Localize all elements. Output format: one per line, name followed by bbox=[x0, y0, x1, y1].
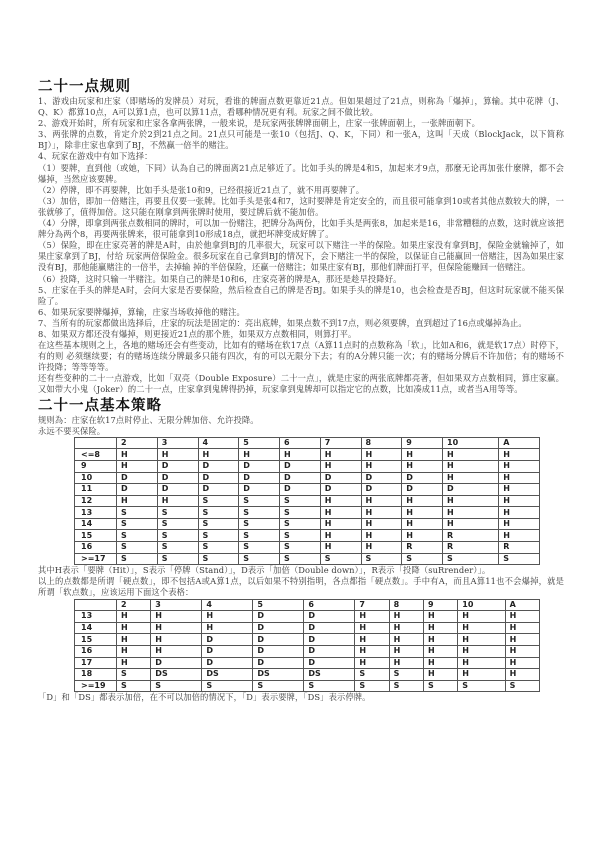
action-cell: D bbox=[253, 611, 304, 623]
action-cell: S bbox=[402, 553, 443, 565]
rules-paragraph: 还有些变种的二十一点游戏，比如「双亮（Double Exposure）二十一点」，就是庄家的两张底牌都亮著，但如果双方点数相同，算庄家赢。又如带大小鬼（Joker）的二十一点，庄家拿到鬼牌得扔掉，玩家拿到鬼牌却可以指定它的点数，比如凑成11点，或者当A用等等。 bbox=[38, 373, 564, 395]
rules-paragraph: （1）要牌，直到他（或她，下同）认為自己的牌面离21点足够近了。比如手头的牌是4和5，加起来才9点，那麼无论再加张什麼牌，都不会爆掉，当然应该要牌。 bbox=[38, 162, 564, 184]
rules-paragraph: 3、两张牌的点数，肯定介於2到21点之间。21点只可能是一张10（包括J、Q、K，下同）和一张A，这叫「天成（BlockJack，以下简称BJ）」，除非庄家也拿到了BJ，不然赢一倍半的赌注。 bbox=[38, 129, 564, 151]
action-cell: S bbox=[280, 518, 321, 530]
action-cell: H bbox=[117, 460, 158, 472]
action-cell: H bbox=[499, 484, 540, 496]
player-total-label: >=19 bbox=[75, 680, 117, 692]
legend-text: 其中H表示「要牌（Hit）」，S表示「停牌（Stand）」，D表示「加倍（Double down）」，R表示「投降（suRrender）」。 bbox=[38, 565, 491, 576]
action-cell: S bbox=[320, 553, 361, 565]
action-cell: H bbox=[499, 460, 540, 472]
action-cell: D bbox=[402, 472, 443, 484]
action-cell: H bbox=[361, 518, 402, 530]
action-cell: D bbox=[151, 657, 202, 669]
action-cell: DS bbox=[253, 669, 304, 681]
action-cell: D bbox=[198, 472, 239, 484]
rules-paragraph: 6、如果玩家要牌爆掉，算输，庄家当场收掉他的赌注。 bbox=[38, 306, 245, 317]
action-cell: S bbox=[304, 680, 355, 692]
action-cell: H bbox=[151, 645, 202, 657]
action-cell: D bbox=[117, 472, 158, 484]
action-cell: H bbox=[361, 530, 402, 542]
action-cell: D bbox=[117, 484, 158, 496]
table-row bbox=[75, 669, 540, 681]
action-cell: S bbox=[361, 553, 402, 565]
action-cell: D bbox=[304, 657, 355, 669]
rules-paragraph: 2、游戏开始时，所有玩家和庄家各拿两张牌，一般来说，是玩家两张牌牌面朝上，庄家一张牌面朝上，一张牌面朝下。 bbox=[38, 118, 481, 129]
action-cell: H bbox=[117, 449, 158, 461]
action-cell: H bbox=[505, 634, 539, 646]
action-cell: H bbox=[499, 530, 540, 542]
dealer-card-header: 9 bbox=[423, 599, 457, 611]
action-cell: H bbox=[117, 622, 151, 634]
action-cell: S bbox=[253, 680, 304, 692]
action-cell: S bbox=[499, 553, 540, 565]
action-cell: H bbox=[499, 472, 540, 484]
table-row bbox=[75, 645, 540, 657]
table-header-row bbox=[75, 599, 540, 611]
action-cell: H bbox=[320, 542, 361, 554]
dealer-card-header: 8 bbox=[389, 599, 423, 611]
action-cell: H bbox=[402, 507, 443, 519]
dealer-card-header: 5 bbox=[239, 437, 280, 449]
action-cell: S bbox=[198, 495, 239, 507]
footer-note: 「D」和「DS」都表示加倍，在不可以加倍的情况下，「D」表示要牌，「DS」表示停牌。 bbox=[38, 692, 371, 703]
action-cell: H bbox=[458, 611, 505, 623]
action-cell: D bbox=[239, 472, 280, 484]
rules-paragraph: 5、庄家在手头的牌是A时，会问大家是否要保险，然后检查自己的牌是否BJ。如果手头的牌是10，也会检查是否BJ，但这时玩家就不能买保险了。 bbox=[38, 284, 564, 306]
action-cell: D bbox=[202, 634, 253, 646]
rules-paragraph: （2）停牌，即不再要牌，比如手头是张10和9，已经很接近21点了，就不用再要牌了。 bbox=[38, 184, 365, 195]
action-cell: S bbox=[280, 495, 321, 507]
table-row bbox=[75, 542, 540, 554]
action-cell: H bbox=[443, 518, 499, 530]
player-total-label: 13 bbox=[75, 507, 117, 519]
table-row bbox=[75, 553, 540, 565]
action-cell: S bbox=[117, 553, 158, 565]
action-cell: H bbox=[117, 495, 158, 507]
action-cell: H bbox=[361, 449, 402, 461]
action-cell: H bbox=[505, 611, 539, 623]
action-cell: S bbox=[443, 553, 499, 565]
action-cell: H bbox=[151, 622, 202, 634]
action-cell: H bbox=[443, 460, 499, 472]
action-cell: H bbox=[458, 634, 505, 646]
action-cell: D bbox=[157, 472, 198, 484]
action-cell: S bbox=[117, 518, 158, 530]
action-cell: H bbox=[320, 530, 361, 542]
action-cell: D bbox=[304, 611, 355, 623]
player-total-label: 15 bbox=[75, 530, 117, 542]
action-cell: DS bbox=[151, 669, 202, 681]
action-cell: D bbox=[253, 657, 304, 669]
table-row bbox=[75, 484, 540, 496]
dealer-card-header: 3 bbox=[157, 437, 198, 449]
action-cell: D bbox=[202, 657, 253, 669]
corner-cell bbox=[75, 437, 117, 449]
action-cell: S bbox=[389, 680, 423, 692]
rules-paragraph: 7、当所有的玩家都做出选择后，庄家的玩法是固定的：亮出底牌，如果点数不到17点，则必须要牌，直到超过了16点或爆掉為止。 bbox=[38, 317, 527, 328]
action-cell: H bbox=[499, 495, 540, 507]
action-cell: H bbox=[157, 449, 198, 461]
action-cell: S bbox=[157, 507, 198, 519]
action-cell: S bbox=[355, 669, 389, 681]
rules-paragraph: 1、游戏由玩家和庄家（即赌场的发牌员）对玩，看谁的牌面点数更靠近21点。但如果超过了21点，则称為「爆掉」，算输。其中花牌（J、Q、K）都算10点，A可以算1点，也可以算11点，看哪种情况更有利。玩家之间不做比较。 bbox=[38, 96, 564, 118]
strategy-intro-rule: 规则為：庄家在软17点时停止、无限分牌加倍、允许投降。 bbox=[38, 414, 259, 425]
action-cell: D bbox=[157, 484, 198, 496]
action-cell: S bbox=[202, 680, 253, 692]
rules-paragraph: 在这些基本规则之上，各地的赌场还会有些变动，比如有的赌场在软17点（A算11点时的点数称為「软」，比如A和6，就是软17点）时停下，有的则 必须继续要；有的赌场连续分牌最多只能有四次，有的可以无限分下去；有的A分牌只能一次；有的赌场分牌后不许加倍；有的赌场不许投降；等等等等。 bbox=[38, 340, 564, 373]
action-cell: S bbox=[157, 542, 198, 554]
action-cell: H bbox=[117, 657, 151, 669]
action-cell: D bbox=[253, 634, 304, 646]
action-cell: H bbox=[402, 460, 443, 472]
table-header-row bbox=[75, 437, 540, 449]
table-row bbox=[75, 472, 540, 484]
rules-paragraph: （4）分牌，即拿到两张点数相同的牌时，可以加一份赌注，把牌分為两份，比如手头是两张8，加起来是16，非常糟糕的点数，这时就应该把牌分為两个8，再要两张牌来，很可能拿到10形成18点，就把坏牌变成好牌了。 bbox=[38, 218, 564, 240]
action-cell: S bbox=[239, 530, 280, 542]
action-cell: DS bbox=[202, 669, 253, 681]
action-cell: S bbox=[157, 553, 198, 565]
table-row bbox=[75, 622, 540, 634]
action-cell: H bbox=[423, 622, 457, 634]
action-cell: R bbox=[443, 542, 499, 554]
player-total-label: 14 bbox=[75, 518, 117, 530]
action-cell: R bbox=[443, 530, 499, 542]
dealer-card-header: 2 bbox=[117, 437, 158, 449]
dealer-card-header: A bbox=[505, 599, 539, 611]
player-total-label: 14 bbox=[75, 622, 117, 634]
action-cell: H bbox=[117, 645, 151, 657]
action-cell: H bbox=[499, 507, 540, 519]
action-cell: D bbox=[239, 460, 280, 472]
player-total-label: 18 bbox=[75, 669, 117, 681]
action-cell: H bbox=[117, 611, 151, 623]
dealer-card-header: 7 bbox=[320, 437, 361, 449]
action-cell: S bbox=[239, 507, 280, 519]
action-cell: S bbox=[280, 553, 321, 565]
table-row bbox=[75, 449, 540, 461]
dealer-card-header: 3 bbox=[151, 599, 202, 611]
action-cell: H bbox=[389, 622, 423, 634]
action-cell: H bbox=[443, 449, 499, 461]
dealer-card-header: 10 bbox=[443, 437, 499, 449]
dealer-card-header: 6 bbox=[280, 437, 321, 449]
action-cell: H bbox=[320, 495, 361, 507]
action-cell: S bbox=[239, 518, 280, 530]
dealer-card-header: 8 bbox=[361, 437, 402, 449]
player-total-label: 16 bbox=[75, 542, 117, 554]
table-row bbox=[75, 530, 540, 542]
action-cell: D bbox=[280, 460, 321, 472]
table-row bbox=[75, 507, 540, 519]
action-cell: S bbox=[117, 669, 151, 681]
soft-explanation-text: 以上的点数都是所谓「硬点数」，即不包括A或A算1点，以后如果不特别指明，各点都指「硬点数」。手中有A，而且A算11也不会爆掉，就是所谓「软点数」，应该运用下面这个表格： bbox=[38, 576, 564, 598]
dealer-card-header: 4 bbox=[202, 599, 253, 611]
action-cell: H bbox=[443, 507, 499, 519]
soft-totals-table bbox=[74, 599, 540, 693]
action-cell: H bbox=[389, 657, 423, 669]
action-cell: D bbox=[198, 484, 239, 496]
action-cell: S bbox=[198, 553, 239, 565]
action-cell: H bbox=[151, 611, 202, 623]
action-cell: D bbox=[320, 472, 361, 484]
action-cell: D bbox=[304, 634, 355, 646]
action-cell: S bbox=[198, 542, 239, 554]
dealer-card-header: 2 bbox=[117, 599, 151, 611]
action-cell: D bbox=[253, 645, 304, 657]
player-total-label: 12 bbox=[75, 495, 117, 507]
action-cell: D bbox=[280, 472, 321, 484]
dealer-card-header: 9 bbox=[402, 437, 443, 449]
action-cell: S bbox=[198, 530, 239, 542]
action-cell: H bbox=[423, 645, 457, 657]
action-cell: R bbox=[402, 542, 443, 554]
action-cell: H bbox=[499, 518, 540, 530]
table-row bbox=[75, 611, 540, 623]
action-cell: H bbox=[423, 611, 457, 623]
player-total-label: 11 bbox=[75, 484, 117, 496]
action-cell: H bbox=[239, 449, 280, 461]
table-row bbox=[75, 518, 540, 530]
action-cell: H bbox=[402, 495, 443, 507]
action-cell: H bbox=[117, 634, 151, 646]
player-total-label: 9 bbox=[75, 460, 117, 472]
rules-paragraph: 4、玩家在游戏中有如下选择： bbox=[38, 151, 153, 162]
action-cell: H bbox=[151, 634, 202, 646]
action-cell: D bbox=[198, 460, 239, 472]
action-cell: D bbox=[320, 484, 361, 496]
dealer-card-header: 4 bbox=[198, 437, 239, 449]
action-cell: H bbox=[423, 669, 457, 681]
action-cell: S bbox=[280, 530, 321, 542]
action-cell: H bbox=[443, 495, 499, 507]
action-cell: H bbox=[355, 645, 389, 657]
action-cell: D bbox=[239, 484, 280, 496]
action-cell: S bbox=[355, 680, 389, 692]
action-cell: DS bbox=[304, 669, 355, 681]
action-cell: S bbox=[157, 530, 198, 542]
action-cell: S bbox=[280, 542, 321, 554]
action-cell: H bbox=[202, 622, 253, 634]
action-cell: H bbox=[355, 657, 389, 669]
player-total-label: 15 bbox=[75, 634, 117, 646]
rules-paragraph: （3）加倍，即加一倍赌注，再要且仅要一张牌。比如手头是张4和7，这时要牌是肯定安全的，而且很可能拿到10或者其他点数较大的牌，一张就够了，值得加倍。这只能在刚拿到两张牌时使用，要过牌后就不能加倍。 bbox=[38, 195, 564, 217]
action-cell: H bbox=[355, 634, 389, 646]
player-total-label: 16 bbox=[75, 645, 117, 657]
action-cell: H bbox=[499, 449, 540, 461]
action-cell: D bbox=[202, 645, 253, 657]
action-cell: D bbox=[253, 622, 304, 634]
action-cell: H bbox=[505, 645, 539, 657]
action-cell: S bbox=[239, 553, 280, 565]
action-cell: H bbox=[198, 449, 239, 461]
strategy-intro-insurance: 永远不要买保险。 bbox=[38, 425, 106, 436]
action-cell: S bbox=[389, 669, 423, 681]
action-cell: H bbox=[320, 507, 361, 519]
action-cell: H bbox=[458, 622, 505, 634]
action-cell: S bbox=[198, 507, 239, 519]
action-cell: H bbox=[443, 472, 499, 484]
action-cell: S bbox=[117, 507, 158, 519]
dealer-card-header: 6 bbox=[304, 599, 355, 611]
action-cell: S bbox=[151, 680, 202, 692]
action-cell: H bbox=[320, 518, 361, 530]
action-cell: H bbox=[389, 634, 423, 646]
action-cell: H bbox=[280, 449, 321, 461]
player-total-label: 10 bbox=[75, 472, 117, 484]
action-cell: H bbox=[402, 518, 443, 530]
rules-title: 二十一点规则 bbox=[38, 79, 131, 95]
action-cell: H bbox=[402, 449, 443, 461]
action-cell: D bbox=[304, 622, 355, 634]
action-cell: H bbox=[389, 611, 423, 623]
corner-cell bbox=[75, 599, 117, 611]
action-cell: H bbox=[202, 611, 253, 623]
rules-paragraph: （5）保险，即在庄家亮著的牌是A时，由於他拿到BJ的几率很大，玩家可以下赌注一半的保险。如果庄家没有拿到BJ，保险金就输掉了，如果庄家拿到了BJ，付给 玩家两倍保险金。很多玩家在自己拿到BJ的情况下，会下赌注一半的保险，以保证自己能赢回一倍赌注，因為如果庄家没有BJ，那他能赢赌注的一倍半，去掉输 掉的半倍保险，还赢一倍赌注；如果庄家有BJ，那他们牌面打平，但保险能赚回一倍赌注。 bbox=[38, 240, 564, 273]
action-cell: H bbox=[355, 622, 389, 634]
action-cell: R bbox=[499, 542, 540, 554]
action-cell: H bbox=[505, 657, 539, 669]
action-cell: H bbox=[320, 449, 361, 461]
action-cell: S bbox=[280, 507, 321, 519]
action-cell: H bbox=[320, 460, 361, 472]
action-cell: S bbox=[117, 542, 158, 554]
action-cell: H bbox=[361, 495, 402, 507]
table-row bbox=[75, 657, 540, 669]
dealer-card-header: 5 bbox=[253, 599, 304, 611]
document-page bbox=[38, 78, 564, 703]
strategy-title: 二十一点基本策略 bbox=[38, 397, 162, 414]
action-cell: S bbox=[505, 680, 539, 692]
table-row bbox=[75, 634, 540, 646]
dealer-card-header: 7 bbox=[355, 599, 389, 611]
action-cell: H bbox=[389, 645, 423, 657]
action-cell: H bbox=[361, 542, 402, 554]
action-cell: D bbox=[157, 460, 198, 472]
action-cell: H bbox=[505, 622, 539, 634]
action-cell: S bbox=[157, 518, 198, 530]
action-cell: H bbox=[505, 669, 539, 681]
table-row bbox=[75, 460, 540, 472]
action-cell: H bbox=[355, 611, 389, 623]
player-total-label: <=8 bbox=[75, 449, 117, 461]
action-cell: D bbox=[361, 484, 402, 496]
player-total-label: 13 bbox=[75, 611, 117, 623]
action-cell: H bbox=[361, 460, 402, 472]
action-cell: H bbox=[402, 530, 443, 542]
action-cell: D bbox=[402, 484, 443, 496]
action-cell: S bbox=[239, 495, 280, 507]
rules-paragraph: 8、如果双方都还没有爆掉，则更接近21点的那个胜，如果双方点数相同，则算打平。 bbox=[38, 328, 357, 339]
action-cell: H bbox=[458, 669, 505, 681]
dealer-card-header: 10 bbox=[458, 599, 505, 611]
player-total-label: 17 bbox=[75, 657, 117, 669]
action-cell: H bbox=[458, 645, 505, 657]
rules-body bbox=[38, 96, 564, 396]
action-cell: H bbox=[458, 657, 505, 669]
table-row bbox=[75, 495, 540, 507]
action-cell: H bbox=[361, 507, 402, 519]
action-cell: D bbox=[280, 484, 321, 496]
action-cell: S bbox=[458, 680, 505, 692]
action-cell: S bbox=[198, 518, 239, 530]
table-row bbox=[75, 680, 540, 692]
player-total-label: >=17 bbox=[75, 553, 117, 565]
rules-paragraph: （6）投降，这时只输一半赌注。如果自己的牌是10和6，庄家亮著的牌是A，那还是趁早投降好。 bbox=[38, 273, 402, 284]
action-cell: S bbox=[423, 680, 457, 692]
action-cell: S bbox=[117, 680, 151, 692]
action-cell: H bbox=[157, 495, 198, 507]
action-cell: D bbox=[361, 472, 402, 484]
action-cell: S bbox=[117, 530, 158, 542]
action-cell: D bbox=[443, 484, 499, 496]
dealer-card-header: A bbox=[499, 437, 540, 449]
hard-totals-table bbox=[74, 437, 540, 566]
action-cell: D bbox=[304, 645, 355, 657]
action-cell: H bbox=[423, 634, 457, 646]
action-cell: S bbox=[239, 542, 280, 554]
action-cell: H bbox=[423, 657, 457, 669]
